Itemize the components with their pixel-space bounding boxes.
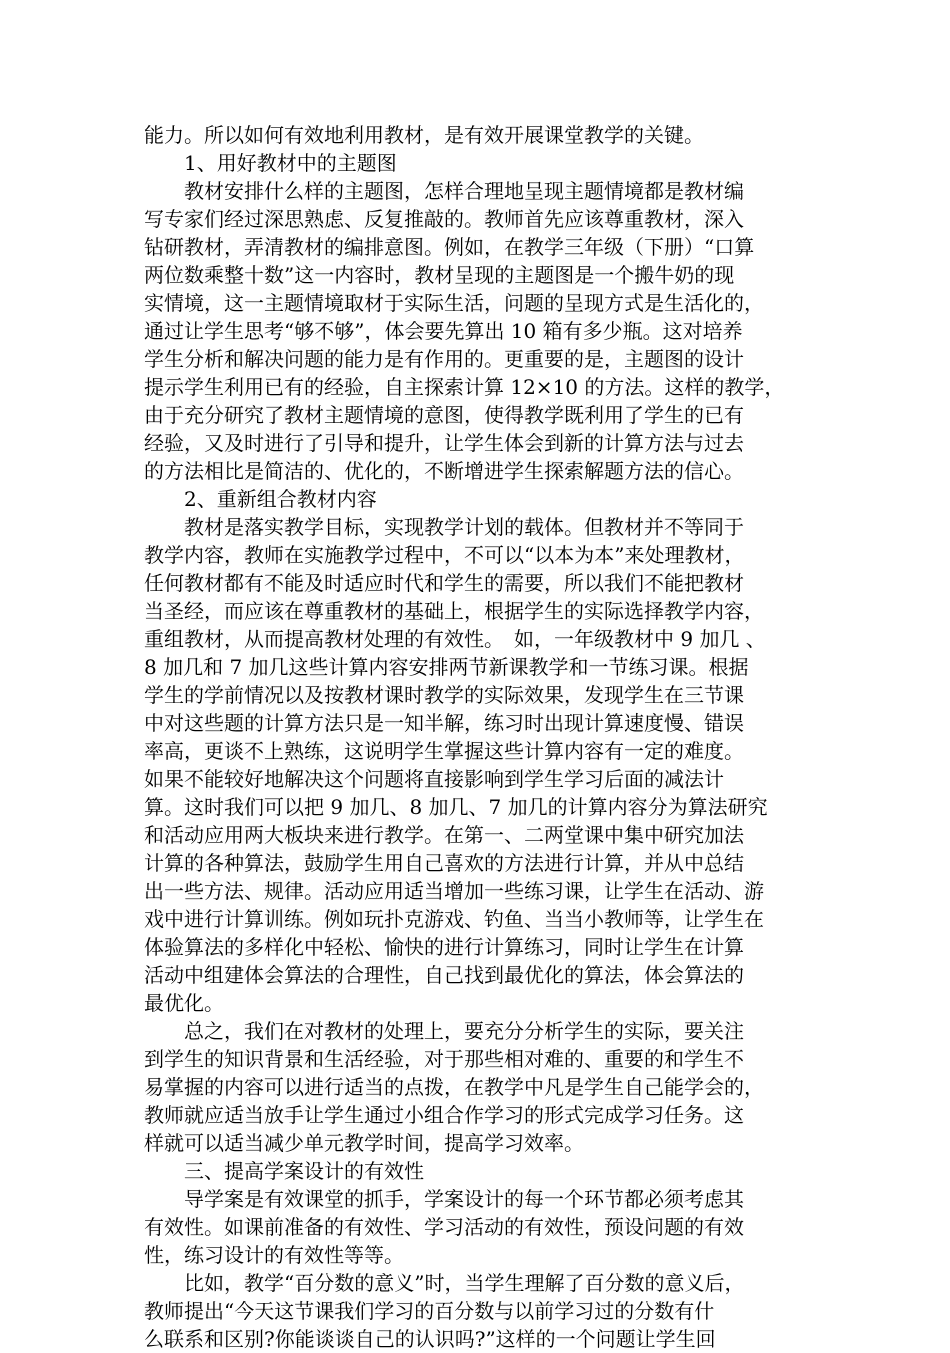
text-line: 戏中进行计算训练。例如玩扑克游戏、钓鱼、当当小教师等，让学生在 — [144, 907, 764, 931]
text-line: 学生分析和解决问题的能力是有作用的。更重要的是，主题图的设计 — [144, 347, 744, 371]
text-line: 通过让学生思考“够不够”，体会要先算出 10 箱有多少瓶。这对培养 — [144, 319, 743, 343]
text-line: 总之，我们在对教材的处理上，要充分分析学生的实际，要关注 — [184, 1019, 744, 1043]
text-line: 导学案是有效课堂的抓手，学案设计的每一个环节都必须考虑其 — [184, 1187, 744, 1211]
text-line: 三、提高学案设计的有效性 — [184, 1159, 424, 1183]
text-line: 能力。所以如何有效地利用教材，是有效开展课堂教学的关键。 — [144, 123, 704, 147]
text-line: 中对这些题的计算方法只是一知半解，练习时出现计算速度慢、错误 — [144, 711, 744, 735]
text-line: 提示学生利用已有的经验，自主探索计算 12×10 的方法。这样的教学， — [144, 375, 785, 399]
text-line: 如果不能较好地解决这个问题将直接影响到学生学习后面的减法计 — [144, 767, 724, 791]
text-line: 写专家们经过深思熟虑、反复推敲的。教师首先应该尊重教材，深入 — [144, 207, 744, 231]
text-line: 出一些方法、规律。活动应用适当增加一些练习课，让学生在活动、游 — [144, 879, 764, 903]
text-line: 学生的学前情况以及按教材课时教学的实际效果，发现学生在三节课 — [144, 683, 744, 707]
text-line: 活动中组建体会算法的合理性，自己找到最优化的算法，体会算法的 — [144, 963, 744, 987]
text-line: 教学内容，教师在实施教学过程中，不可以“以本为本”来处理教材， — [144, 543, 745, 567]
text-line: 重组教材，从而提高教材处理的有效性。 如，一年级教材中 9 加几 、 — [144, 627, 766, 651]
text-line: 有效性。如课前准备的有效性、学习活动的有效性，预设问题的有效 — [144, 1215, 744, 1239]
text-line: 易掌握的内容可以进行适当的点拨，在教学中凡是学生自己能学会的， — [144, 1075, 764, 1099]
text-line: 教师就应适当放手让学生通过小组合作学习的形式完成学习任务。这 — [144, 1103, 744, 1127]
text-line: 性，练习设计的有效性等等。 — [144, 1243, 404, 1267]
text-line: 两位数乘整十数”这一内容时，教材呈现的主题图是一个搬牛奶的现 — [144, 263, 735, 287]
document-body — [144, 121, 812, 1353]
text-line: 比如，教学“百分数的意义”时，当学生理解了百分数的意义后， — [184, 1271, 745, 1295]
text-line: 率高，更谈不上熟练，这说明学生掌握这些计算内容有一定的难度。 — [144, 739, 744, 763]
text-line: 和活动应用两大板块来进行教学。在第一、二两堂课中集中研究加法 — [144, 823, 744, 847]
text-line: 算。这时我们可以把 9 加几、8 加几、7 加几的计算内容分为算法研究 — [144, 795, 768, 819]
text-line: 样就可以适当减少单元教学时间，提高学习效率。 — [144, 1131, 584, 1155]
text-line: 由于充分研究了教材主题情境的意图，使得教学既利用了学生的已有 — [144, 403, 744, 427]
text-line: 1、用好教材中的主题图 — [184, 151, 397, 175]
text-line: 教材安排什么样的主题图，怎样合理地呈现主题情境都是教材编 — [184, 179, 744, 203]
text-line: 么联系和区别?你能谈谈自己的认识吗?”这样的一个问题让学生回 — [144, 1327, 716, 1351]
text-line: 钻研教材，弄清教材的编排意图。例如，在教学三年级（下册）“口算 — [144, 235, 755, 259]
text-line: 计算的各种算法，鼓励学生用自己喜欢的方法进行计算，并从中总结 — [144, 851, 744, 875]
text-line: 教师提出“今天这节课我们学习的百分数与以前学习过的分数有什 — [144, 1299, 715, 1323]
text-line: 到学生的知识背景和生活经验，对于那些相对难的、重要的和学生不 — [144, 1047, 744, 1071]
text-line: 经验，又及时进行了引导和提升，让学生体会到新的计算方法与过去 — [144, 431, 744, 455]
text-line: 实情境，这一主题情境取材于实际生活，问题的呈现方式是生活化的， — [144, 291, 764, 315]
text-line: 最优化。 — [144, 991, 224, 1015]
text-line: 8 加几和 7 加几这些计算内容安排两节新课教学和一节练习课。根据 — [144, 655, 749, 679]
text-line: 的方法相比是简洁的、优化的，不断增进学生探索解题方法的信心。 — [144, 459, 744, 483]
text-line: 体验算法的多样化中轻松、愉快的进行计算练习，同时让学生在计算 — [144, 935, 744, 959]
text-line: 任何教材都有不能及时适应时代和学生的需要，所以我们不能把教材 — [144, 571, 744, 595]
text-line: 教材是落实教学目标，实现教学计划的载体。但教材并不等同于 — [184, 515, 744, 539]
text-line: 2、重新组合教材内容 — [184, 487, 377, 511]
text-line: 当圣经，而应该在尊重教材的基础上，根据学生的实际选择教学内容， — [144, 599, 764, 623]
